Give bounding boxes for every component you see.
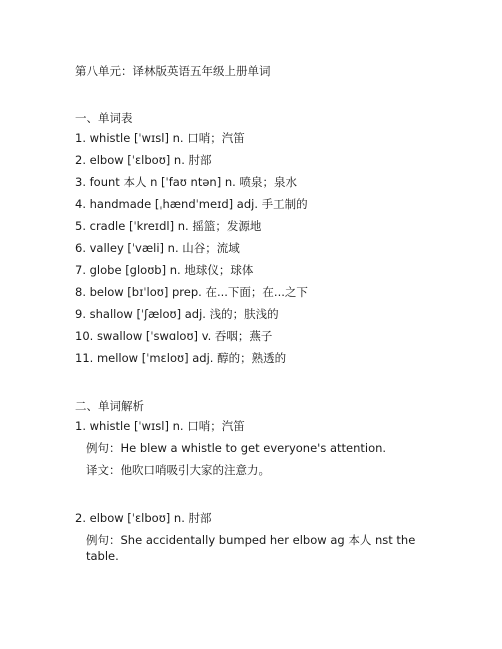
section-heading-analysis: 二、单词解析 — [75, 399, 144, 413]
vocab-item: 8. below [bɪˈloʊ] prep. 在...下面；在...之下 — [75, 285, 308, 299]
vocab-item: 11. mellow [ˈmɛloʊ] adj. 醇的；熟透的 — [75, 351, 287, 365]
section-heading-vocabulary: 一、单词表 — [75, 111, 133, 125]
vocab-item: 4. handmade [ˌhændˈmeɪd] adj. 手工制的 — [75, 197, 308, 211]
vocab-item: 6. valley [ˈvæli] n. 山谷；流域 — [75, 241, 240, 255]
analysis-example: 例句：He blew a whistle to get everyone's attention. — [86, 441, 387, 455]
analysis-example: 例句：She accidentally bumped her elbow ag 本人 nst the table. — [86, 533, 416, 563]
document-title: 第八单元：译林版英语五年级上册单词 — [75, 64, 271, 78]
vocab-item: 9. shallow [ˈʃæloʊ] adj. 浅的；肤浅的 — [75, 307, 279, 321]
vocab-item: 7. globe [gloʊb] n. 地球仪；球体 — [75, 263, 254, 277]
analysis-word: 1. whistle [ˈwɪsl] n. 口哨；汽笛 — [75, 419, 245, 433]
vocab-item: 2. elbow [ˈɛlboʊ] n. 肘部 — [75, 153, 212, 167]
analysis-word: 2. elbow [ˈɛlboʊ] n. 肘部 — [75, 511, 212, 525]
vocab-item: 10. swallow [ˈswɑloʊ] v. 吞咽；燕子 — [75, 329, 273, 343]
vocab-item: 5. cradle [ˈkreɪdl] n. 摇篮；发源地 — [75, 219, 262, 233]
vocab-item: 3. fount 本人 n [ˈfaʊ ntən] n. 喷泉；泉水 — [75, 175, 297, 189]
analysis-translation: 译文：他吹口哨吸引大家的注意力。 — [86, 463, 270, 477]
vocab-item: 1. whistle [ˈwɪsl] n. 口哨；汽笛 — [75, 131, 245, 145]
